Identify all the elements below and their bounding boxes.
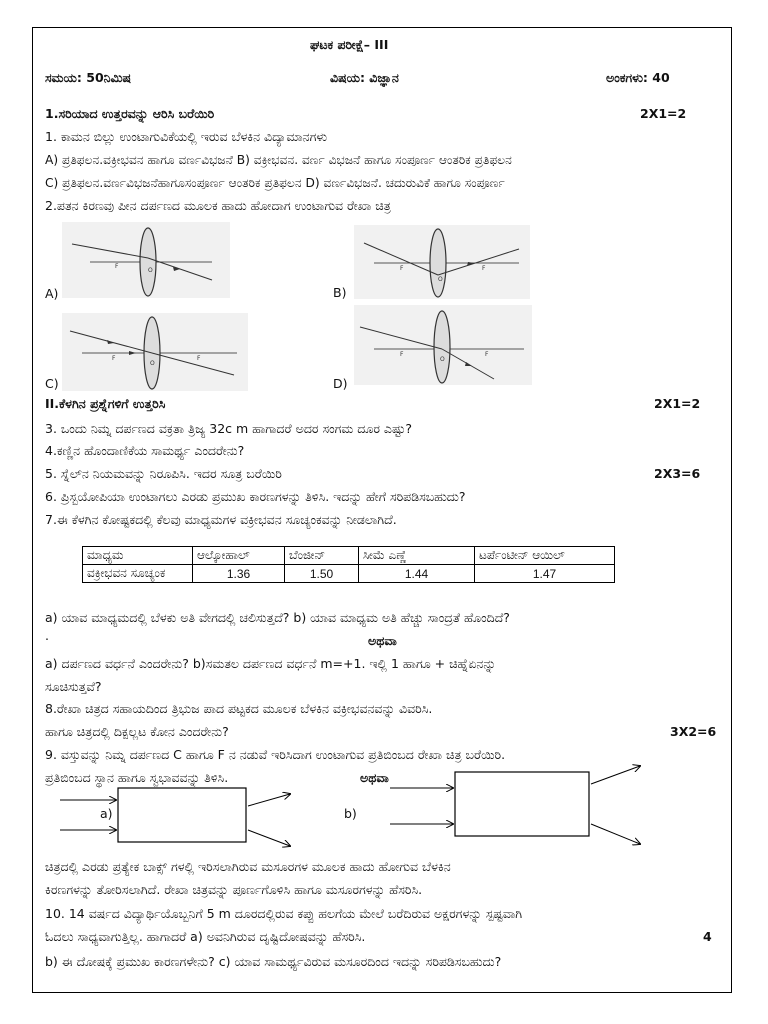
question-9-line1: 9. ವಸ್ತುವನ್ನು ನಿಮ್ನ ದರ್ಪಣದ C ಹಾಗೂ F ನ ನಡುವೆ ಇರಿಸಿದಾಗ ಉಂಟಾಗುವ ಪ್ರತಿಬಿಂಬದ ರೇಖಾ ಚಿತ್ರ ಬರೆಯಿರಿ. <box>45 747 506 762</box>
table-cell: 1.36 <box>193 565 285 583</box>
focus-label: F <box>485 351 489 358</box>
section2-marks-d: 4 <box>703 929 712 944</box>
table-header-row <box>83 547 615 565</box>
question-9-alt-line2: ಕಿರಣಗಳನ್ನು ತೋರಿಸಲಾಗಿದೆ. ರೇಖಾ ಚಿತ್ರವನ್ನು ಪೂರ್ಣಗೊಳಿಸಿ ಹಾಗೂ ಮಸೂರಗಳನ್ನು ಹೆಸರಿಸಿ. <box>45 882 423 897</box>
question-8-line2: ಹಾಗೂ ಚಿತ್ರದಲ್ಲಿ ದಿಕ್ಪಲ್ಲಟ ಕೋನ ಎಂದರೇನು? <box>45 724 229 739</box>
figure-b-lens-diagram <box>354 225 530 299</box>
section2-marks-a: 2X1=2 <box>654 396 701 411</box>
marks-label: ಅಂಕಗಳು: 40 <box>606 70 670 85</box>
subject-label: ವಿಷಯ: ವಿಜ್ಞಾನ <box>330 70 399 85</box>
question-6: 6. ಪ್ರಿಸ್ಬಯೋಪಿಯಾ ಉಂಟಾಗಲು ಎರಡು ಪ್ರಮುಖ ಕಾರಣಗಳನ್ನು ತಿಳಿಸಿ. ಇದನ್ನು ಹೇಗೆ ಸರಿಪಡಿಸಬಹುದು? <box>45 489 466 504</box>
question-7: 7.ಈ ಕೆಳಗಿನ ಕೋಷ್ಟಕದಲ್ಲಿ ಕೆಲವು ಮಾಧ್ಯಮಗಳ ವಕ್ರೀಭವನ ಸೂಚ್ಯಂಕವನ್ನು ನೀಡಲಾಗಿದೆ. <box>45 512 397 527</box>
focus-label: F <box>482 265 486 272</box>
question-4: 4.ಕಣ್ಣಿನ ಹೊಂದಾಣಿಕೆಯ ಸಾಮರ್ಥ್ಯ ಎಂದರೇನು? <box>45 443 245 458</box>
optical-center-label: O <box>150 360 155 367</box>
question-10-line3: b) ಈ ದೋಷಕ್ಕೆ ಪ್ರಮುಖ ಕಾರಣಗಳೇನು? c) ಯಾವ ಸಾಮರ್ಥ್ಯವಿರುವ ಮಸೂರದಿಂದ ಇದನ್ನು ಸರಿಪಡಿಸಬಹುದು? <box>45 954 502 969</box>
focus-label: F <box>400 265 404 272</box>
question-7-alt-line2: ಸೂಚಿಸುತ್ತವೆ? <box>45 679 102 694</box>
table-header-cell: ಬೆಂಜೀನ್ <box>285 547 359 565</box>
focus-label: F <box>197 355 201 362</box>
figure-d-label: D) <box>333 376 348 391</box>
section2-heading: II.ಕೆಳಗಿನ ಪ್ರಶ್ನೆಗಳಿಗೆ ಉತ್ತರಿಸಿ <box>45 396 166 411</box>
optical-center-label: O <box>440 356 445 363</box>
section2-marks-b: 2X3=6 <box>654 466 701 481</box>
table-cell: 1.44 <box>359 565 475 583</box>
test-title: ಘಟಕ ಪರೀಕ್ಷೆ– III <box>310 37 389 52</box>
question-1: 1. ಕಾಮನ ಬಿಲ್ಲು ಉಂಟಾಗುವಿಕೆಯಲ್ಲಿ ಇರುವ ಬೆಳಕಿನ ವಿದ್ಯಾಮಾನಗಳು <box>45 129 328 144</box>
question-1-options-cd: C) ಪ್ರತಿಫಲನ.ವರ್ಣವಿಭಜನೆಹಾಗೂಸಂಪೂರ್ಣ ಆಂತರಿಕ ಪ್ರತಿಫಲನ D) ವರ್ಣವಿಭಜನೆ. ಚದುರುವಿಕೆ ಹಾಗೂ ಸಂಪೂರ್ಣ <box>45 176 505 190</box>
refractive-index-table <box>82 546 615 583</box>
question-5: 5. ಸ್ನೆಲ್‌ನ ನಿಯಮವನ್ನು ನಿರೂಪಿಸಿ. ಇದರ ಸೂತ್ರ ಬರೆಯಿರಿ <box>45 466 282 481</box>
question-8-line1: 8.ರೇಖಾ ಚಿತ್ರದ ಸಹಾಯದಿಂದ ತ್ರಿಭುಜ ಪಾದ ಪಟ್ಟಕದ ಮೂಲಕ ಬೆಳಕಿನ ವಕ್ರೀಭವನವನ್ನು ವಿವರಿಸಿ. <box>45 701 433 716</box>
table-cell: 1.50 <box>285 565 359 583</box>
figure-c-lens-diagram <box>62 313 248 391</box>
question-10-line1: 10. 14 ವರ್ಷದ ವಿದ್ಯಾರ್ಥಿಯೊಬ್ಬನಿಗೆ 5 m ದೂರದಲ್ಲಿರುವ ಕಪ್ಪು ಹಲಗೆಯ ಮೇಲೆ ಬರೆದಿರುವ ಅಕ್ಷರಗಳನ್ನು ಸ್ಪಷ್ಟವಾಗಿ <box>45 906 523 921</box>
table-header-cell: ಮಾಧ್ಯಮ <box>83 547 193 565</box>
question-9-alt-line1: ಚಿತ್ರದಲ್ಲಿ ಎರಡು ಪ್ರತ್ಯೇಕ ಬಾಕ್ಸ್ ಗಳಲ್ಲಿ ಇರಿಸಲಾಗಿರುವ ಮಸೂರಗಳ ಮೂಲಕ ಹಾದು ಹೋಗುವ ಬೆಳಕಿನ <box>45 859 451 874</box>
question-2: 2.ಪತನ ಕಿರಣವು ಪೀನ ದರ್ಪಣದ ಮೂಲಕ ಹಾದು ಹೋದಾಗ ಉಂಟಾಗುವ ರೇಖಾ ಚಿತ್ರ <box>45 198 391 213</box>
focus-label: F <box>115 263 119 270</box>
question-10-line2: ಓದಲು ಸಾಧ್ಯವಾಗುತ್ತಿಲ್ಲ. ಹಾಗಾದರೆ a) ಅವನಿಗಿರುವ ದೃಷ್ಟಿದೋಷವನ್ನು ಹೆಸರಿಸಿ. <box>45 929 366 944</box>
table-header-cell: ಸೀಮೆ ಎಣ್ಣೆ <box>359 547 475 565</box>
figure-a-lens-diagram <box>62 222 230 298</box>
section1-heading: 1.ಸರಿಯಾದ ಉತ್ತರವನ್ನು ಆರಿಸಿ ಬರೆಯಿರಿ <box>45 106 215 121</box>
or-label-2: ಅಥವಾ <box>360 770 389 785</box>
focus-label: F <box>400 351 404 358</box>
figure-c-label: C) <box>45 376 59 391</box>
table-header-cell: ಟರ್ಪೆಂಟೀನ್ ಆಯಿಲ್ <box>475 547 615 565</box>
question-3: 3. ಒಂದು ನಿಮ್ನ ದರ್ಪಣದ ವಕ್ರತಾ ತ್ರಿಜ್ಯ 32c m ಹಾಗಾದರೆ ಅದರ ಸಂಗಮ ದೂರ ಎಷ್ಟು? <box>45 421 412 436</box>
figure-a-label: A) <box>45 286 59 301</box>
question-7-parts: a) ಯಾವ ಮಾಧ್ಯಮದಲ್ಲಿ ಬೆಳಕು ಅತಿ ವೇಗದಲ್ಲಿ ಚಲಿಸುತ್ತದೆ? b) ಯಾವ ಮಾಧ್ಯಮ ಅತಿ ಹೆಚ್ಚು ಸಾಂದ್ರತೆ ಹೊಂದಿದೆ? <box>45 610 510 625</box>
table-row <box>83 565 615 583</box>
box-b-label: b) <box>344 806 357 821</box>
lens-box-diagrams <box>50 760 690 855</box>
question-7-alt-line1: a) ದರ್ಪಣದ ವರ್ಧನೆ ಎಂದರೇನು? b)ಸಮತಲ ದರ್ಪಣದ ವರ್ಧನೆ m=+1. ಇಲ್ಲಿ 1 ಹಾಗೂ + ಚಿಹ್ನೆಏನನ್ನು <box>45 656 496 671</box>
or-label: ಅಥವಾ <box>368 633 397 648</box>
section2-marks-c: 3X2=6 <box>670 724 717 739</box>
table-row-label: ವಕ್ರೀಭವನ ಸೂಚ್ಯಂಕ <box>83 565 193 583</box>
table-cell: 1.47 <box>475 565 615 583</box>
optical-center-label: O <box>148 267 153 274</box>
question-1-options-ab: A) ಪ್ರತಿಫಲನ.ವಕ್ರೀಭವನ ಹಾಗೂ ವರ್ಣವಿಭಜನೆ B) ವಕ್ರೀಭವನ. ವರ್ಣ ವಿಭಜನೆ ಹಾಗೂ ಸಂಪೂರ್ಣ ಆಂತರಿಕ ಪ್ರತಿಫಲನ <box>45 153 512 167</box>
figure-d-lens-diagram <box>354 305 532 385</box>
dot-mark: . <box>45 628 49 643</box>
question-9-line2: ಪ್ರತಿಬಿಂಬದ ಸ್ಥಾನ ಹಾಗೂ ಸ್ವಭಾವವನ್ನು ತಿಳಿಸಿ. <box>45 770 229 785</box>
table-header-cell: ಆಲ್ಕೋಹಾಲ್ <box>193 547 285 565</box>
focus-label: F <box>112 355 116 362</box>
figure-b-label: B) <box>333 285 347 300</box>
optical-center-label: O <box>438 276 443 283</box>
box-a-label: a) <box>100 806 113 821</box>
section1-marks: 2X1=2 <box>640 106 687 121</box>
time-label: ಸಮಯ: 50ನಿಮಿಷ <box>45 70 132 85</box>
